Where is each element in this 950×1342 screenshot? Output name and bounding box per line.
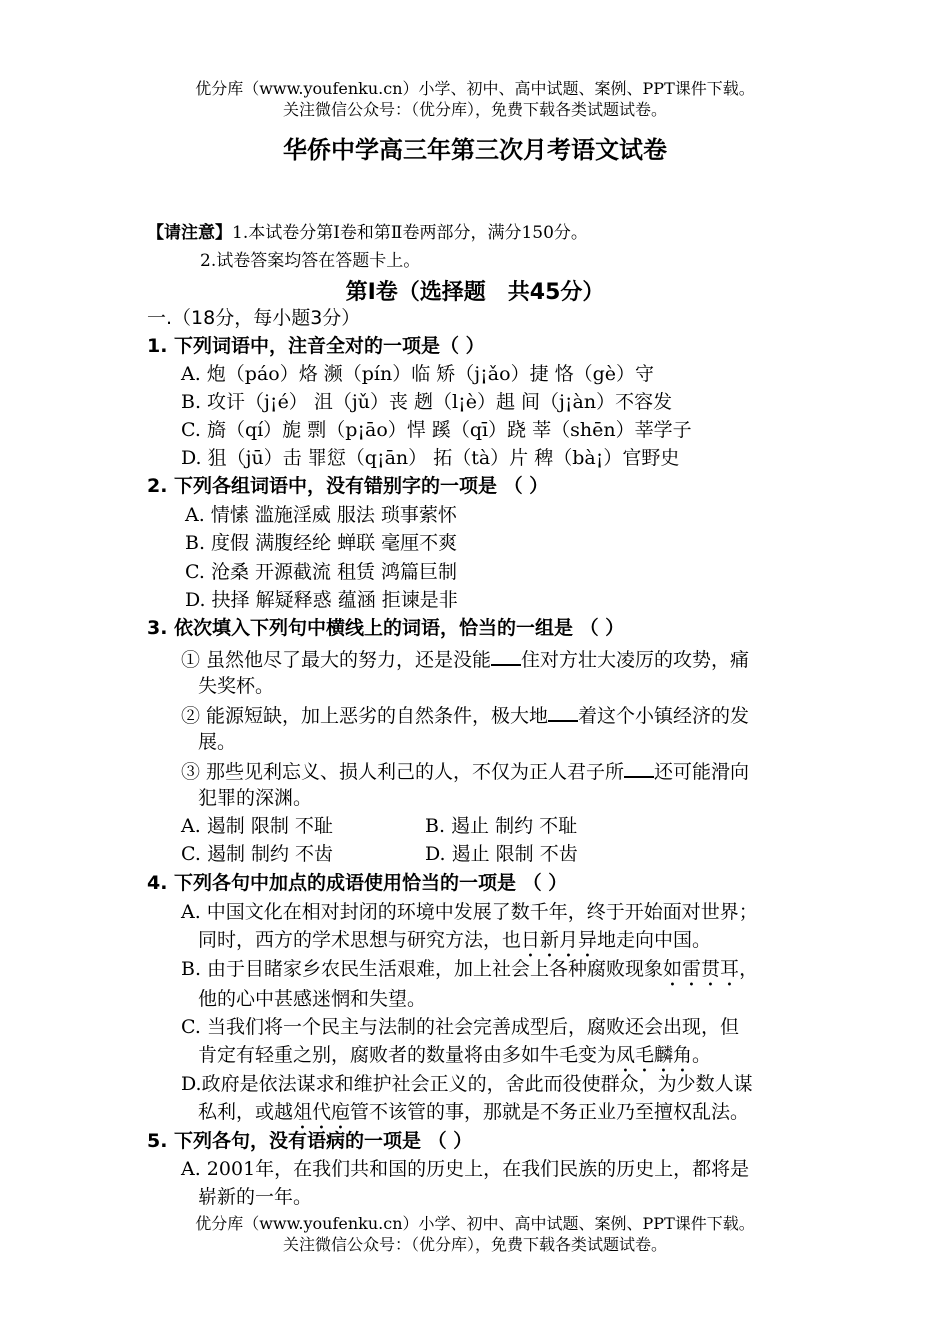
q4-a-text-end: 地走向中国。 (597, 929, 712, 951)
q3-stem: 3. 依次填入下列句中横线上的词语，恰当的一组是 （ ） (147, 617, 625, 639)
q3-sentence-3 (181, 758, 749, 784)
q4-b-text: B. 由于目睹家乡农民生活艰难，加上社会上各种腐败现象 (181, 958, 664, 980)
q3-option-c: C. 遏制 制约 不齿 (181, 843, 334, 865)
q3-option-a: A. 遏制 限制 不耻 (181, 815, 333, 837)
footer-line-2: 关注微信公众号：（优分库），免费下载各类试题试卷。 (282, 1235, 667, 1254)
page-title: 华侨中学高三年第三次月考语文试卷 (283, 136, 667, 164)
q2-option-b: B. 度假 满腹经纶 蝉联 毫厘不爽 (185, 532, 458, 554)
q2-option-a: A. 情愫 滥施淫威 服法 琐事萦怀 (185, 504, 457, 526)
q4-b-dotted-idiom: 如雷贯耳 (663, 958, 740, 980)
notice-item-2: 2.试卷答案均答在答题卡上。 (200, 251, 421, 271)
q3-s3-part-b: 还可能滑向 (654, 761, 750, 783)
q4-option-b-line-2: 他的心中甚感迷惘和失望。 (198, 988, 427, 1010)
q1-option-d: D. 狙（jū）击 罪愆（q¡ān） 拓（tà）片 稗（bà¡）官野史 (181, 447, 680, 469)
q3-s3-part-a: ③ 那些见利忘义、损人利己的人，不仅为正人君子所 (181, 761, 625, 783)
q3-blank-2 (548, 702, 578, 722)
q1-stem: 1. 下列词语中，注音全对的一项是（ ） (147, 335, 485, 357)
q3-s2-continuation: 展。 (198, 731, 237, 753)
q3-sentence-1 (181, 646, 749, 672)
notice-line-1 (147, 221, 588, 245)
q3-blank-3 (624, 758, 654, 778)
header-line-2: 关注微信公众号：（优分库），免费下载各类试题试卷。 (282, 100, 667, 119)
q5-stem: 5. 下列各句，没有语病的一项是 （ ） (147, 1130, 473, 1152)
q3-option-b: B. 遏止 制约 不耻 (425, 815, 578, 837)
q3-s1-part-a: ① 虽然他尽了最大的努力，还是没能 (181, 649, 492, 671)
q4-c-dotted-idiom: 凤毛麟角 (616, 1044, 693, 1066)
q4-d-text: 私利，或越 (198, 1101, 294, 1123)
q4-c-text: 肯定有轻重之别，腐败者的数量将由多如牛毛变为 (198, 1044, 617, 1066)
q4-d-dotted-idiom: 俎代庖 (293, 1101, 351, 1123)
footer-line-1: 优分库（www.youfenku.cn）小学、初中、高中试题、案例、PPT课件下载。 (195, 1214, 755, 1233)
q4-option-d-line-1: D.政府是依法谋求和维护社会正义的，舍此而役使群众，为少数人谋 (181, 1073, 753, 1095)
q4-a-text: 同时，西方的学术思想与研究方法，也 (198, 929, 522, 951)
q3-s2-part-a: ② 能源短缺，加上恶劣的自然条件，极大地 (181, 705, 549, 727)
q2-option-d: D. 抉择 解疑释惑 蕴涵 拒谏是非 (185, 589, 458, 611)
notice-label: 【请注意】 (147, 223, 232, 243)
q3-option-d: D. 遏止 限制 不齿 (425, 843, 578, 865)
q5-option-a-line-1: A. 2001年，在我们共和国的历史上，在我们民族的历史上，都将是 (181, 1158, 750, 1180)
notice-item-1: 1.本试卷分第Ⅰ卷和第Ⅱ卷两部分，满分150分。 (232, 223, 588, 243)
q3-s3-continuation: 犯罪的深渊。 (198, 787, 313, 809)
q4-a-dotted-idiom: 日新月异 (521, 929, 598, 951)
header-line-1: 优分库（www.youfenku.cn）小学、初中、高中试题、案例、PPT课件下载。 (195, 79, 755, 98)
q2-option-c: C. 沧桑 开源截流 租赁 鸿篇巨制 (185, 561, 458, 583)
q4-b-text-end: ， (739, 958, 759, 980)
q2-stem: 2. 下列各组词语中，没有错别字的一项是 （ ） (147, 475, 549, 497)
q1-option-a: A. 炮（páo）烙 濒（pín）临 矫（j¡ǎo）捷 恪（gè）守 (181, 363, 655, 385)
q3-sentence-2 (181, 702, 749, 728)
q1-option-b: B. 攻讦（j¡é） 沮（jǔ）丧 趔（l¡è）趄 间（j¡àn）不容发 (181, 391, 673, 413)
q4-stem: 4. 下列各句中加点的成语使用恰当的一项是 （ ） (147, 872, 568, 894)
section-title: 第Ⅰ卷（选择题 共45分） (345, 280, 605, 305)
q3-blank-1 (491, 646, 521, 666)
q4-option-b-line-1 (181, 957, 758, 991)
q5-option-a-line-2: 崭新的一年。 (198, 1186, 313, 1208)
q4-c-text-end: 。 (692, 1044, 712, 1066)
q4-option-c-line-1: C. 当我们将一个民主与法制的社会完善成型后，腐败还会出现，但 (181, 1016, 739, 1038)
q4-option-a-line-1: A. 中国文化在相对封闭的环境中发展了数千年，终于开始面对世界； (181, 901, 758, 923)
q3-s2-part-b: 着这个小镇经济的发 (578, 705, 750, 727)
q1-option-c: C. 旖（qí）旎 剽（p¡āo）悍 蹊（qī）跷 莘（shēn）莘学子 (181, 419, 692, 441)
q3-s1-part-b: 住对方壮大凌厉的攻势，痛 (521, 649, 750, 671)
q4-d-text-end: 管不该管的事，那就是不务正业乃至擅权乱法。 (350, 1101, 750, 1123)
q3-s1-continuation: 失奖杯。 (198, 675, 275, 697)
part-heading: 一.（18分，每小题3分） (147, 307, 361, 329)
